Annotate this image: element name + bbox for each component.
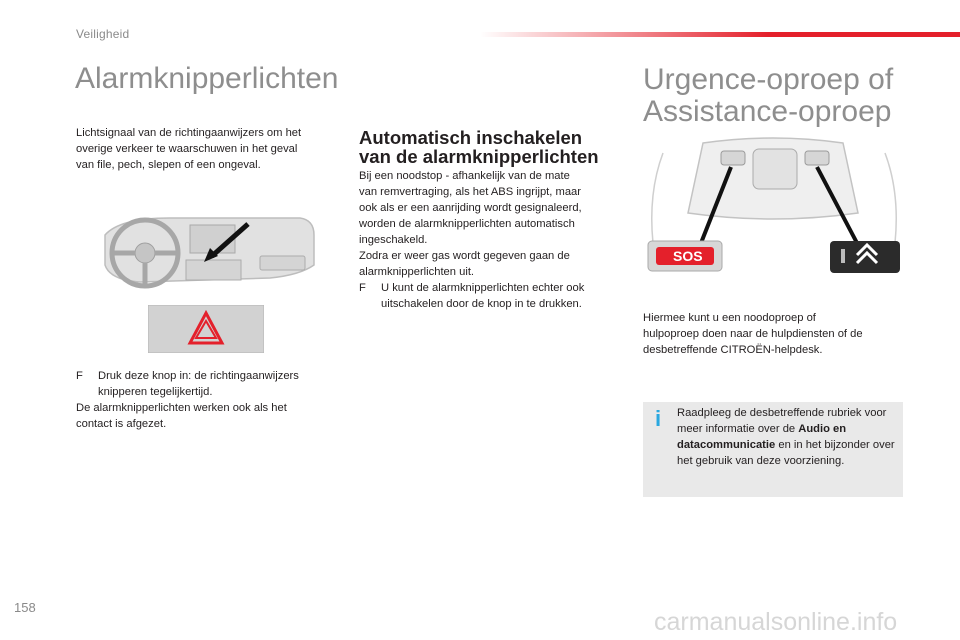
bullet-line: Druk deze knop in: de richtingaanwijzers — [98, 370, 299, 382]
bullet-marker: F — [76, 370, 83, 382]
intro-line: van file, pech, slepen of een ongeval. — [76, 159, 261, 171]
bullet-line: uitschakelen door de knop in te drukken. — [381, 298, 582, 310]
title-alarmknipperlichten: Alarmknipperlichten — [75, 62, 339, 95]
body-line: van remvertraging, als het ABS ingrijpt, maar — [359, 186, 581, 198]
body-line: Bij een noodstop - afhankelijk van de mate — [359, 170, 570, 182]
section-label: Veiligheid — [76, 27, 130, 41]
info-text-bold: Audio en datacommunicatie — [677, 423, 847, 451]
info-text-after: en in het bijzonder over het gebruik van deze voorziening. — [677, 439, 895, 467]
body-line: ingeschakeld. — [359, 234, 428, 246]
intro-text — [76, 125, 346, 173]
sos-label: SOS — [673, 248, 703, 264]
subtitle-line: van de alarmknipperlichten — [359, 146, 599, 167]
body-line: alarmknipperlichten uit. — [359, 266, 475, 278]
hazard-instruction — [76, 368, 346, 432]
title-urgence-oproep — [643, 64, 943, 128]
bullet-line: knipperen tegelijkertijd. — [98, 386, 213, 398]
watermark: carmanualsonline.info — [654, 608, 898, 636]
dashboard-illustration — [100, 210, 320, 300]
body-line: ook als er een aanrijding wordt gesignaleerd, — [359, 202, 582, 214]
intro-line: overige verkeer te waarschuwen in het geval — [76, 143, 298, 155]
bullet-item — [359, 280, 629, 312]
header-accent-bar — [480, 32, 960, 37]
info-text — [677, 405, 899, 469]
body-line: De alarmknipperlichten werken ook als het — [76, 402, 287, 414]
body-line: contact is afgezet. — [76, 418, 167, 430]
title-line: Urgence-oproep of — [643, 63, 894, 96]
body-line: Zodra er weer gas wordt gegeven gaan de — [359, 250, 570, 262]
body-line: desbetreffende CITROËN-helpdesk. — [643, 344, 823, 356]
page-number: 158 — [14, 600, 36, 615]
bullet-item — [76, 368, 346, 400]
hazard-button-illustration — [148, 305, 264, 353]
ceiling-console-illustration — [643, 133, 905, 303]
intro-line: Lichtsignaal van de richtingaanwijzers om het — [76, 127, 302, 139]
title-line: Assistance-oproep — [643, 95, 892, 128]
info-icon: i — [655, 406, 662, 431]
emergency-call-text — [643, 310, 913, 358]
body-line: worden de alarmknipperlichten automatisch — [359, 218, 575, 230]
body-line: Hiermee kunt u een noodoproep of — [643, 312, 816, 324]
subtitle-automatisch — [359, 128, 639, 166]
info-text-before: Raadpleeg de desbetreffende rubriek voor meer informatie over de — [677, 407, 887, 435]
automatic-hazard-text — [359, 168, 629, 312]
bullet-marker: F — [359, 282, 366, 294]
subtitle-line: Automatisch inschakelen — [359, 127, 583, 148]
bullet-line: U kunt de alarmknipperlichten echter ook — [381, 282, 585, 294]
body-line: hulpoproep doen naar de hulpdiensten of de — [643, 328, 863, 340]
